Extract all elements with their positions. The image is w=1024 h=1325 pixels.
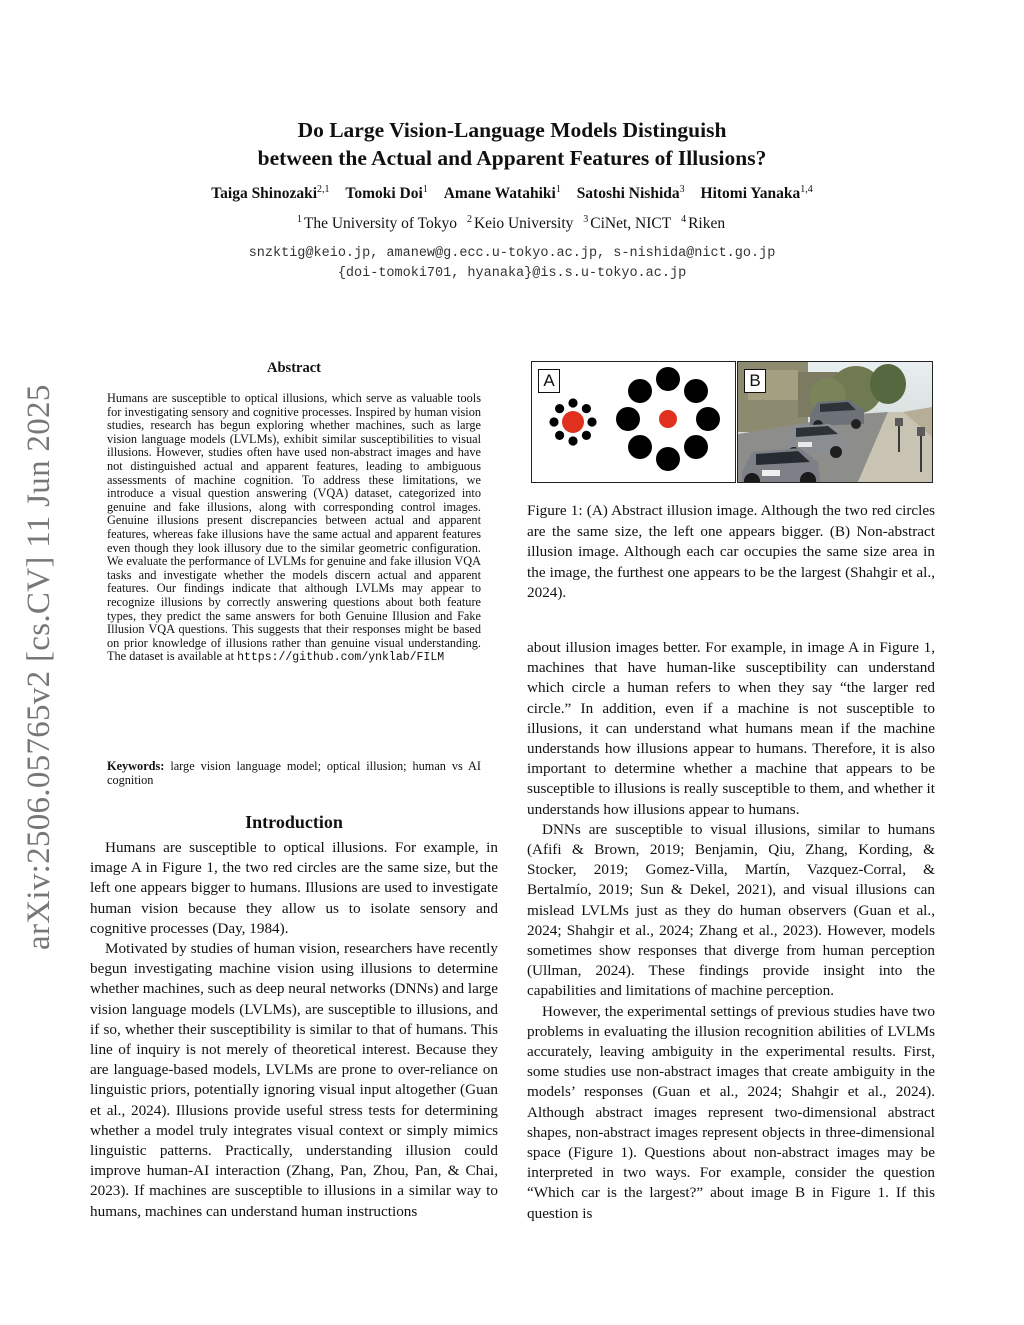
surround-dot: [696, 407, 720, 431]
abstract-text: Humans are susceptible to optical illusions, which serve as valuable tools for investigating sensory and cognitive processes. Inspired by human vision studies, research has begun exploring whether machines, such as large vision language models (LVLMs), exhibit similar susceptibilities to visual illusions. However, studies often have used non-abstract images and have not distinguished actual and apparent features, leading to ambiguous assessments of machine cognition. To address these limitations, we introduce a visual question answering (VQA) dataset, categorized into genuine and fake illusions, along with corresponding control images. Genuine illusions present discrepancies between actual and apparent features, whereas fake illusions have the same actual and apparent features even though they look illusory due to the similar geometric configuration. We evaluate the performance of LVLMs for genuine and fake illusion VQA tasks and investigate whether the models discern actual and apparent features. Our findings indicate that although LVLMs may appear to recognize illusions by correctly answering questions about both feature types, they predict the same answers for both Genuine Illusion and Fake Illusion VQA questions. This suggests that their responses might be based on prior knowledge of illusions rather than genuine visual understanding. The dataset is available at: [107, 391, 481, 664]
figure-panel-b: [737, 361, 933, 483]
section-heading-introduction: Introduction: [245, 812, 343, 832]
figure-caption: Figure 1: (A) Abstract illusion image. Although the two red circles are the same size, the left one appears bigger. (B) Non-abstract illusion image. Although each car occupies the same size area in the image, the furthest one appears to be the largest (Shahgir et al., 2024).: [527, 502, 935, 601]
dataset-link[interactable]: https://github.com/ynklab/FILM: [237, 651, 445, 665]
affiliation: $^3$ CiNet, NICT: [583, 214, 672, 233]
paragraph: DNNs are susceptible to visual illusions, similar to humans (Afifi & Brown, 2019; Benjamin, Qiu, Zhang, Kording, & Stocker, 2019; Gomez-Villa, Martín, Vazquez-Corral, & Bertalmío, 2019; Sun & Dekel, 2021), and visual illusions can mislead LVLMs just as they do human observers (Guan et al., 2024; Shahgir et al., 2024; Zhang et al., 2023). However, models sometimes show responses that diverge from human perception (Ullman, 2024). These findings provide insight into the capabilities and limitations of machine perception.: [527, 820, 935, 1000]
paper-title: [0, 116, 1024, 172]
surround-dot: [656, 367, 680, 391]
ebbinghaus-illusion: [532, 362, 735, 482]
right-red-circle: [659, 410, 677, 428]
surround-dot: [568, 436, 577, 445]
left-column-body: [90, 838, 498, 1222]
keywords: [107, 759, 481, 787]
abstract-body: [107, 392, 481, 665]
keywords-text: large vision language model; optical illusion; human vs AI cognition: [107, 759, 482, 787]
arxiv-identifier: arXiv:2506.05765v2 [cs.CV] 11 Jun 2025: [21, 384, 57, 950]
email-line-1: snzktig@keio.jp, amanew@g.ecc.u-tokyo.ac.jp, s-nishida@nict.go.jp: [248, 246, 776, 261]
surround-dot: [549, 417, 558, 426]
surround-dot: [684, 435, 708, 459]
surround-dot: [628, 379, 652, 403]
surround-dot: [684, 379, 708, 403]
street-cars-photo: [738, 362, 932, 482]
panel-label-b: B: [744, 369, 766, 393]
surround-dot: [656, 447, 680, 471]
figure-1: [531, 361, 933, 483]
panel-label-a: A: [538, 369, 560, 393]
surround-dot: [628, 435, 652, 459]
paragraph: Humans are susceptible to optical illusions. For example, in image A in Figure 1, the two red circles are the same size, but the left one appears bigger to humans. Illusions are used to investigate human vision because they allow us to isolate sensory and cognitive processes (Day, 1984).: [90, 839, 498, 937]
surround-dot: [555, 404, 564, 413]
surround-dot: [582, 404, 591, 413]
title-line-2: between the Actual and Apparent Features of Illusions?: [257, 146, 767, 170]
figure-panel-a: [531, 361, 736, 483]
surround-dot: [616, 407, 640, 431]
left-red-circle: [562, 411, 584, 433]
surround-dot: [587, 417, 596, 426]
paragraph: Motivated by studies of human vision, researchers have recently begun investigating machine vision using illusions to determine whether machines, such as deep neural networks (DNNs) and large vision language models (LVLMs), are susceptible to illusions, and if so, whether their susceptibility is similar to that of humans. This line of inquiry is not merely of theoretical interest. Because they are language-based models, LVLMs are prone to over-reliance on linguistic priors, potentially ignoring visual input altogether (Guan et al., 2024). Illusions provide useful stress tests for determining whether a model truly integrates visual context or simply mimics linguistic patterns. Practically, understanding illusion could improve human-AI interaction (Zhang, Pan, Zhou, Pan, & Chai, 2023). If machines are susceptible to illusions in a similar way to humans, machines can understand human instructions: [90, 940, 498, 1220]
right-column-body: [527, 638, 935, 1224]
author-emails: [0, 244, 1024, 284]
affiliation: $^2$ Keio University: [466, 214, 574, 233]
keywords-label: Keywords:: [107, 759, 165, 773]
right-illusion-cluster: [616, 367, 720, 471]
paragraph: However, the experimental settings of previous studies have two problems in evaluating the illusion recognition abilities of LVLMs accurately, leaving ambiguity in the experimental results. First, some studies use non-abstract images that create ambiguity in the models’ responses (Guan et al., 2024; Shahgir et al., 2024). Although abstract images represent two-dimensional abstract shapes, non-abstract images represent objects in three-dimensional space (Figure 1). Questions about non-abstract images may be interpreted in two ways. For example, consider the question “Which car is the largest?” about image B in Figure 1. If this question is: [527, 1002, 935, 1222]
left-illusion-cluster: [549, 398, 596, 445]
author-list: [0, 184, 1024, 203]
title-line-1: Do Large Vision-Language Models Distinguish: [297, 118, 727, 142]
affiliation: $^4$ Riken: [681, 214, 726, 233]
author: Hitomi Yanaka$^{1,4}$: [700, 184, 813, 203]
abstract-heading: Abstract: [267, 360, 321, 376]
author: Satoshi Nishida$^3$: [576, 184, 685, 203]
surround-dot: [582, 431, 591, 440]
surround-dot: [568, 398, 577, 407]
affiliations: [0, 214, 1024, 233]
email-line-2: {doi-tomoki701, hyanaka}@is.s.u-tokyo.ac.jp: [337, 266, 687, 281]
author: Taiga Shinozaki$^{2,1}$: [211, 184, 330, 203]
author: Amane Watahiki$^1$: [443, 184, 561, 203]
surround-dot: [555, 431, 564, 440]
affiliation: $^1$ The University of Tokyo: [296, 214, 458, 233]
author: Tomoki Doi$^1$: [345, 184, 428, 203]
paragraph: about illusion images better. For example, in image A in Figure 1, machines that have human-like susceptibility can understand which circle a human refers to when they say “the larger red circle.” In addition, even if a machine is not susceptible to illusions, it can understand what humans mean if the machine understands how illusions appear to humans. Therefore, it is also important to determine whether a machine that appears to be susceptible to illusions is really susceptible to them, and whether it understands how illusions appear to humans.: [527, 639, 935, 818]
